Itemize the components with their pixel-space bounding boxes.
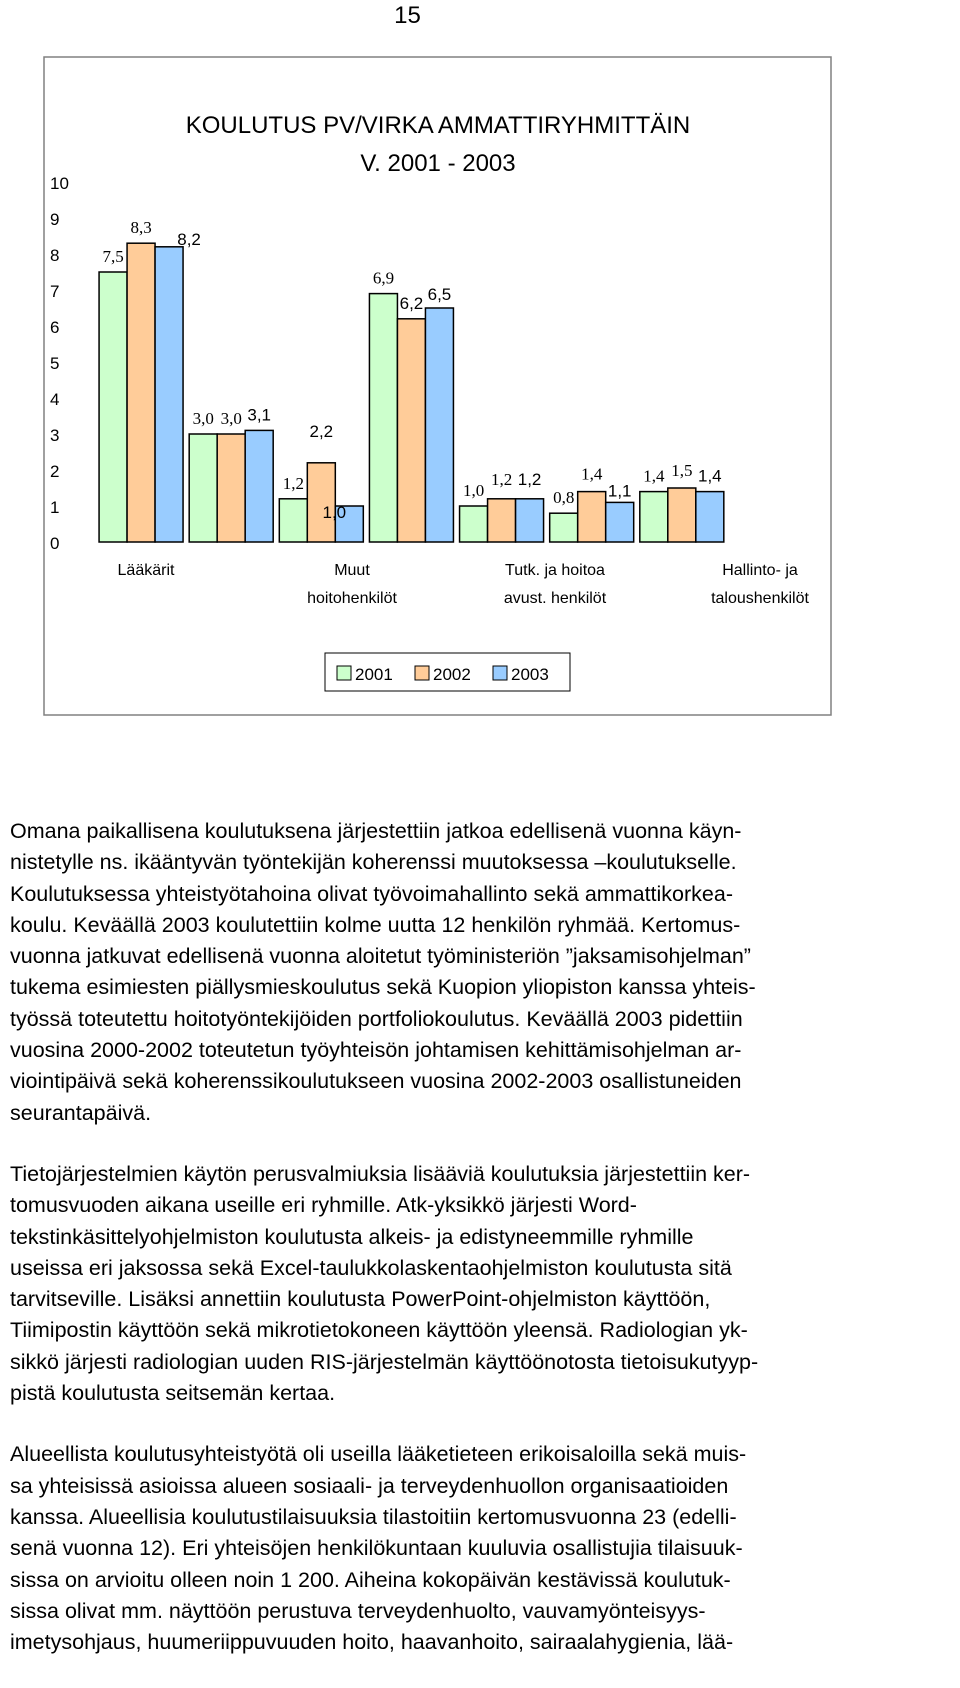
bar-2001 — [279, 499, 307, 542]
y-tick-label: 2 — [50, 462, 60, 481]
text-line: työssä toteutettu hoitotyöntekijöiden portfoliokoulutus. Keväällä 2003 pidettiin — [10, 1006, 743, 1031]
text-line: Omana paikallisena koulutuksena järjestettiin jatkoa edellisenä vuonna käyn- — [10, 819, 742, 843]
y-tick-label: 8 — [50, 246, 60, 265]
bar-2003 — [696, 492, 724, 542]
bar-2003 — [606, 502, 634, 542]
bar-2003 — [516, 499, 544, 542]
text-line: seurantapäivä. — [10, 1100, 152, 1125]
paragraph-1 — [10, 816, 950, 1129]
x-category-label: hoitohenkilöt — [307, 590, 397, 607]
data-label: 1,2 — [282, 473, 304, 493]
text-line: pistä koulutusta seitsemän kertaa. — [10, 1381, 336, 1406]
legend-swatch-2001 — [337, 666, 351, 680]
data-label: 1,4 — [697, 466, 722, 486]
text-line: sissa olivat mm. näyttöön perustuva terveydenhuolto, vauvamyönteisyys- — [10, 1598, 706, 1623]
data-label: 1,0 — [322, 503, 347, 522]
text-line: koulu. Keväällä 2003 koulutettiin kolme uutta 12 henkilön ryhmää. Kertomus- — [10, 912, 741, 937]
data-label: 3,0 — [192, 409, 214, 428]
x-category-label: taloushenkilöt — [711, 590, 809, 607]
legend-label: 2002 — [433, 665, 471, 684]
data-label: 6,5 — [427, 285, 452, 304]
x-category-label: Lääkärit — [117, 562, 175, 579]
data-label: 1,5 — [671, 461, 693, 480]
data-label: 1,2 — [490, 469, 513, 489]
chart-title: V. 2001 - 2003 — [360, 150, 516, 177]
paragraph-2 — [10, 1159, 950, 1409]
text-line: Tiimipostin käyttöön sekä mikrotietokoneen käyttöön yleensä. Radiologian yk- — [10, 1318, 748, 1343]
legend-label: 2001 — [355, 665, 393, 684]
x-category-label: Tutk. ja hoitoa — [505, 562, 605, 579]
bar-2002 — [578, 492, 606, 542]
bar-2001 — [369, 294, 397, 542]
bar-2003 — [245, 430, 273, 542]
text-line: useissa eri jaksossa sekä Excel-taulukkolaskentaohjelmiston koulutusta sitä — [10, 1255, 732, 1280]
data-label: 0,8 — [553, 488, 575, 508]
text-line: imetysohjaus, huumeriippuvuuden hoito, haavanhoito, sairaalahygienia, lää- — [10, 1630, 734, 1655]
x-category-label: Muut — [334, 562, 370, 579]
text-line: Tietojärjestelmien käytön perusvalmiuksia lisääviä koulutuksia järjestettiin ker- — [10, 1161, 751, 1186]
y-tick-label: 4 — [50, 390, 60, 409]
text-line: senä vuonna 12). Eri yhteisöjen henkilökuntaan kuuluvia osallistujia tilaisuuk- — [10, 1536, 743, 1561]
text-line: kanssa. Alueellisia koulutustilaisuuksia tilastoitiin kertomusvuonna 23 (edelli- — [10, 1504, 737, 1529]
bar-2002 — [668, 488, 696, 542]
paragraph-3 — [10, 1439, 950, 1658]
text-line: tomusvuoden aikana useille eri ryhmille. Atk-yksikkö järjesti Word- — [10, 1193, 637, 1218]
bar-2001 — [640, 492, 668, 542]
data-label: 8,2 — [177, 229, 201, 249]
text-line: sa yhteisissä asioissa alueen sosiaali- ja terveydenhuollon organisaatioiden — [10, 1473, 729, 1498]
bar-2003 — [425, 308, 453, 542]
text-line: sikkö järjesti radiologian uuden RIS-järjestelmän käyttöönotosta tietoisukutyyp- — [10, 1349, 759, 1374]
y-tick-label: 9 — [50, 210, 60, 229]
y-tick-label: 6 — [50, 318, 60, 337]
legend-swatch-2003 — [493, 666, 507, 680]
data-label: 3,1 — [247, 405, 272, 425]
data-label: 1,1 — [607, 481, 632, 501]
bar-2003 — [155, 247, 183, 542]
text-line: nistetylle ns. ikääntyvän työntekijän koherenssi muutoksessa –koulutukselle. — [10, 850, 737, 875]
data-label: 2,2 — [309, 421, 334, 441]
text-line: viointipäivä sekä koherenssikoulutukseen vuosina 2002-2003 osallistuneiden — [10, 1069, 742, 1094]
page-number: 15 — [394, 2, 421, 29]
y-tick-label: 3 — [50, 426, 60, 445]
body-text — [10, 816, 950, 1688]
bar-2002 — [397, 319, 425, 542]
y-tick-label: 1 — [50, 498, 60, 517]
data-label: 3,0 — [220, 409, 242, 428]
bar-2001 — [99, 272, 127, 542]
bar-chart — [0, 0, 960, 730]
bar-2001 — [550, 513, 578, 542]
legend-swatch-2002 — [415, 666, 429, 680]
bar-2002 — [217, 434, 245, 542]
legend-label: 2003 — [511, 665, 549, 684]
data-label: 1,4 — [581, 464, 603, 484]
x-category-label: Hallinto- ja — [722, 562, 798, 579]
text-line: vuosina 2000-2002 toteutetun työyhteisön johtamisen kehittämisohjelman ar- — [10, 1038, 742, 1063]
data-label: 1,2 — [517, 469, 542, 489]
text-line: sissa on arvioitu olleen noin 1 200. Aiheina kokopäivän kestävissä koulutuk- — [10, 1567, 731, 1592]
data-label: 8,3 — [130, 218, 152, 238]
y-tick-label: 0 — [50, 534, 60, 553]
bar-2001 — [460, 506, 488, 542]
data-label: 1,4 — [643, 466, 665, 486]
data-label: 6,9 — [372, 268, 395, 288]
text-line: Koulutuksessa yhteistyötahoina olivat työvoimahallinto sekä ammattikorkea- — [10, 881, 734, 906]
text-line: Alueellista koulutusyhteistyötä oli useilla lääketieteen erikoisaloilla sekä muis- — [10, 1442, 747, 1467]
data-label: 1,0 — [462, 481, 485, 500]
bar-2001 — [189, 434, 217, 542]
y-tick-label: 7 — [50, 282, 60, 301]
text-line: tekstinkäsittelyohjelmiston koulutusta alkeis- ja edistyneemmille ryhmille — [10, 1224, 694, 1249]
text-line: tukema esimiesten piällysmieskoulutus sekä Kuopion yliopiston kanssa yhteis- — [10, 975, 756, 1000]
y-tick-label: 10 — [50, 174, 69, 193]
data-label: 6,2 — [399, 293, 424, 313]
bar-2002 — [488, 499, 516, 542]
x-category-label: avust. henkilöt — [503, 590, 607, 607]
text-line: tarvitseville. Lisäksi annettiin koulutusta PowerPoint-ohjelmiston käyttöön, — [10, 1287, 711, 1312]
data-label: 7,5 — [102, 247, 124, 266]
text-line: vuonna jatkuvat edellisenä vuonna aloitetut työministeriön ”jaksamisohjelman” — [10, 944, 751, 969]
y-tick-label: 5 — [50, 354, 60, 373]
bar-2002 — [127, 243, 155, 542]
chart-title: KOULUTUS PV/VIRKA AMMATTIRYHMITTÄIN — [185, 112, 691, 139]
